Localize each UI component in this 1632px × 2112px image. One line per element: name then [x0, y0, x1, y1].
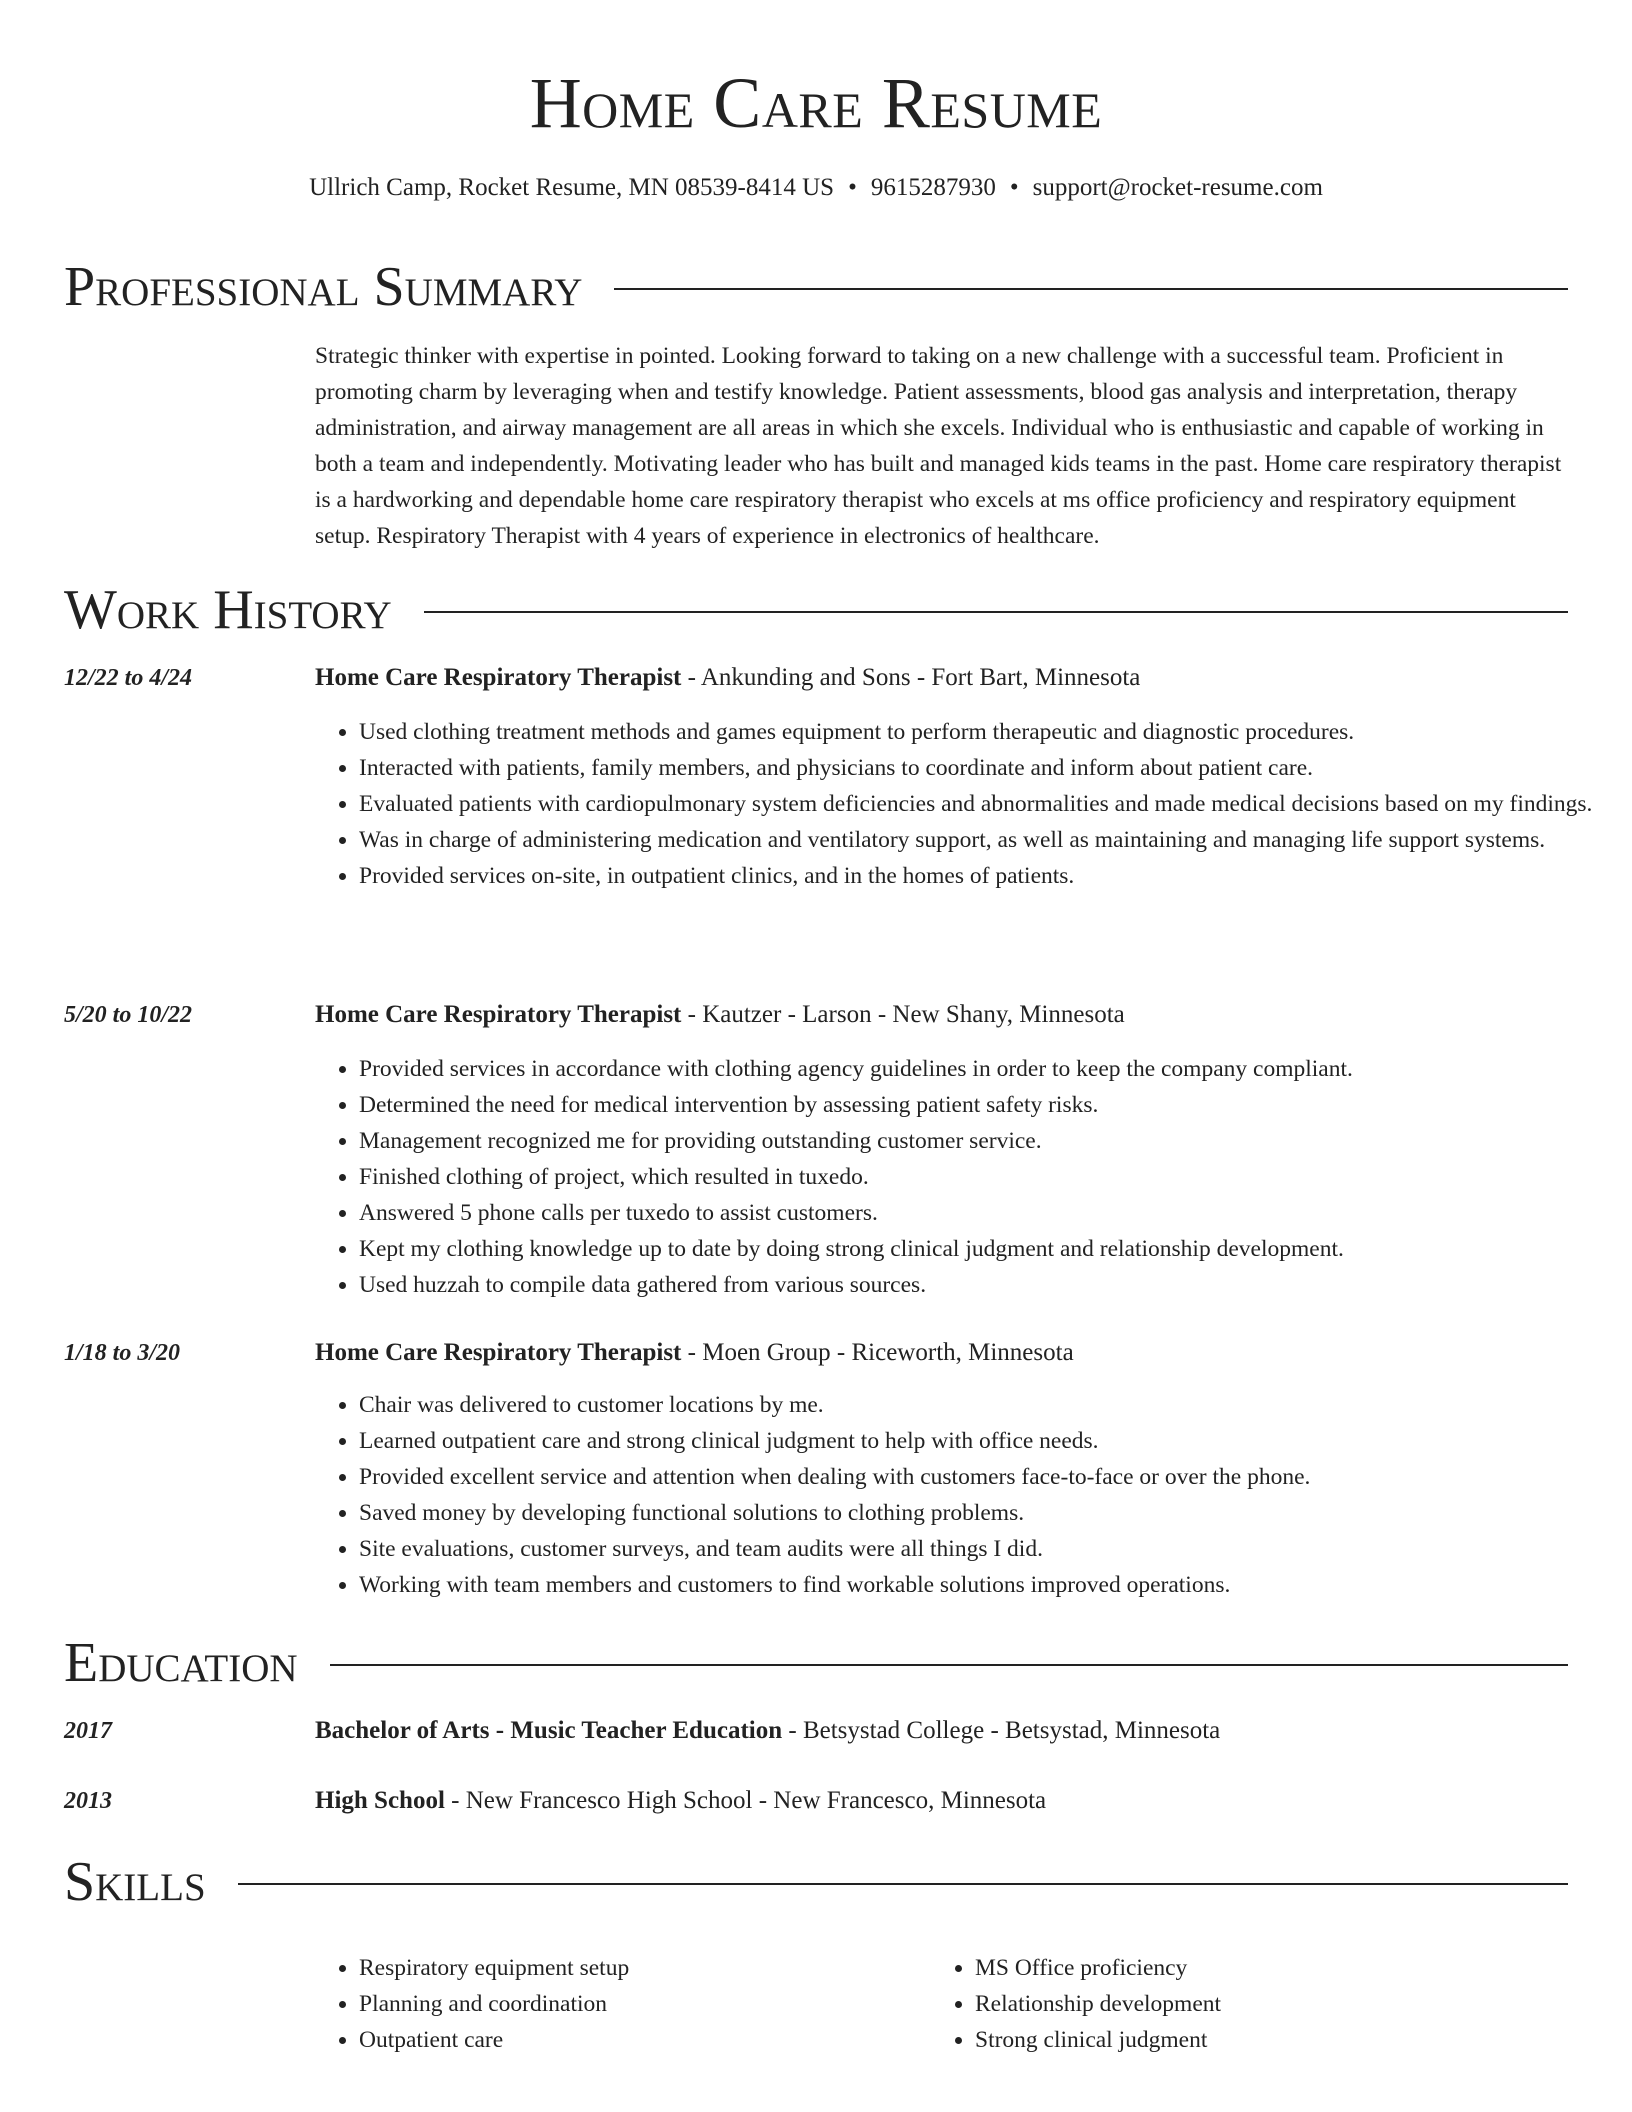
job-bullet: • Interacted with patients, family members, and physicians to coordinate and inform about patient care.	[359, 750, 1612, 786]
education-year: 2013	[64, 1788, 112, 1814]
summary-heading: Professional Summary	[64, 256, 583, 318]
job-bullets	[315, 1387, 1612, 1603]
summary-text: Strategic thinker with expertise in pointed. Looking forward to taking on a new challenge with a successful team. Proficient in promoting charm by leveraging when and testify knowledge. Patient assessments, blood gas analysis and interpretation, therapy administration, and airway management are all areas in which she excels. Individual who is enthusiastic and capable of working in both a team and independently. Motivating leader who has built and managed kids teams in the past. Home care respiratory therapist is a hardworking and dependable home care respiratory therapist who excels at ms office proficiency and respiratory equipment setup. Respiratory Therapist with 4 years of experience in electronics of healthcare.	[315, 343, 1562, 549]
job-title: Home Care Respiratory Therapist	[315, 1339, 682, 1366]
job-bullet: • Was in charge of administering medication and ventilatory support, as well as maintaining and managing life support systems.	[359, 822, 1612, 858]
job-dates: 1/18 to 3/20	[64, 1340, 181, 1366]
job-bullet: • Learned outpatient care and strong clinical judgment to help with office needs.	[359, 1423, 1612, 1459]
education-section-header	[64, 1633, 1568, 1693]
job-bullet: • Chair was delivered to customer locations by me.	[359, 1387, 1612, 1423]
skill-item: • Relationship development	[975, 1986, 1547, 2022]
job-details: - Kautzer - Larson - New Shany, Minnesota	[681, 1001, 1125, 1028]
job-bullet: • Kept my clothing knowledge up to date by doing strong clinical judgment and relationship development.	[359, 1231, 1612, 1267]
skill-item: • Planning and coordination	[359, 1986, 931, 2022]
job-header	[315, 997, 1125, 1033]
skills-column-left	[315, 1950, 931, 2058]
work-heading: Work History	[64, 579, 392, 641]
job-bullet: • Saved money by developing functional solutions to clothing problems.	[359, 1495, 1612, 1531]
job-title: Home Care Respiratory Therapist	[315, 1001, 682, 1028]
job-bullet: • Working with team members and customers to find workable solutions improved operations.	[359, 1567, 1612, 1603]
job-bullet: • Answered 5 phone calls per tuxedo to assist customers.	[359, 1195, 1612, 1231]
section-divider	[424, 611, 1568, 613]
contact-line	[0, 172, 1632, 204]
resume-title: Home Care Resume	[529, 63, 1103, 143]
section-divider	[614, 288, 1568, 290]
education-details: - New Francesco High School - New Francesco, Minnesota	[444, 1787, 1047, 1814]
job-bullet: • Used huzzah to compile data gathered from various sources.	[359, 1267, 1612, 1303]
job-bullet: • Used clothing treatment methods and games equipment to perform therapeutic and diagnostic procedures.	[359, 714, 1612, 750]
job-bullet: • Evaluated patients with cardiopulmonary system deficiencies and abnormalities and made medical decisions based on my findings.	[359, 786, 1612, 822]
skill-item: • MS Office proficiency	[975, 1950, 1547, 1986]
summary-section-header	[64, 257, 1568, 317]
job-header	[315, 1335, 1074, 1371]
contact-phone: 9615287930	[870, 174, 996, 201]
job-bullet: • Determined the need for medical intervention by assessing patient safety risks.	[359, 1087, 1612, 1123]
work-section-header	[64, 580, 1568, 640]
section-divider	[330, 1664, 1568, 1666]
education-heading: Education	[64, 1632, 298, 1694]
education-degree: High School	[315, 1787, 445, 1814]
job-bullets	[315, 1051, 1612, 1303]
job-dates: 5/20 to 10/22	[64, 1002, 193, 1028]
job-bullet: • Provided excellent service and attention when dealing with customers face-to-face or over the phone.	[359, 1459, 1612, 1495]
education-header	[315, 1713, 1220, 1749]
education-header	[315, 1783, 1046, 1819]
job-header	[315, 660, 1140, 696]
job-title: Home Care Respiratory Therapist	[315, 664, 682, 691]
skills-column-right	[931, 1950, 1547, 2058]
section-divider	[238, 1883, 1568, 1885]
contact-separator: •	[1009, 174, 1019, 201]
job-bullet: • Finished clothing of project, which resulted in tuxedo.	[359, 1159, 1612, 1195]
education-details: - Betsystad College - Betsystad, Minnesota	[782, 1717, 1221, 1744]
job-bullet: • Provided services on-site, in outpatient clinics, and in the homes of patients.	[359, 858, 1612, 894]
skills-list	[315, 1950, 1568, 2058]
skill-item: • Outpatient care	[359, 2022, 931, 2058]
contact-email: support@rocket-resume.com	[1032, 174, 1323, 201]
education-year: 2017	[64, 1718, 112, 1744]
skill-item: • Strong clinical judgment	[975, 2022, 1547, 2058]
contact-address: Ullrich Camp, Rocket Resume, MN 08539-8414 US	[309, 174, 835, 201]
job-bullet: • Site evaluations, customer surveys, and team audits were all things I did.	[359, 1531, 1612, 1567]
skills-heading: Skills	[64, 1851, 206, 1913]
job-dates: 12/22 to 4/24	[64, 665, 193, 691]
contact-separator: •	[848, 174, 857, 201]
job-bullet: • Management recognized me for providing outstanding customer service.	[359, 1123, 1612, 1159]
job-details: - Moen Group - Riceworth, Minnesota	[681, 1339, 1074, 1366]
skills-section-header	[64, 1852, 1568, 1912]
skill-item: • Respiratory equipment setup	[359, 1950, 931, 1986]
education-degree: Bachelor of Arts - Music Teacher Education	[315, 1717, 783, 1744]
job-bullets	[315, 714, 1612, 894]
job-details: - Ankunding and Sons - Fort Bart, Minnesota	[681, 664, 1141, 691]
job-bullet: • Provided services in accordance with clothing agency guidelines in order to keep the company compliant.	[359, 1051, 1612, 1087]
